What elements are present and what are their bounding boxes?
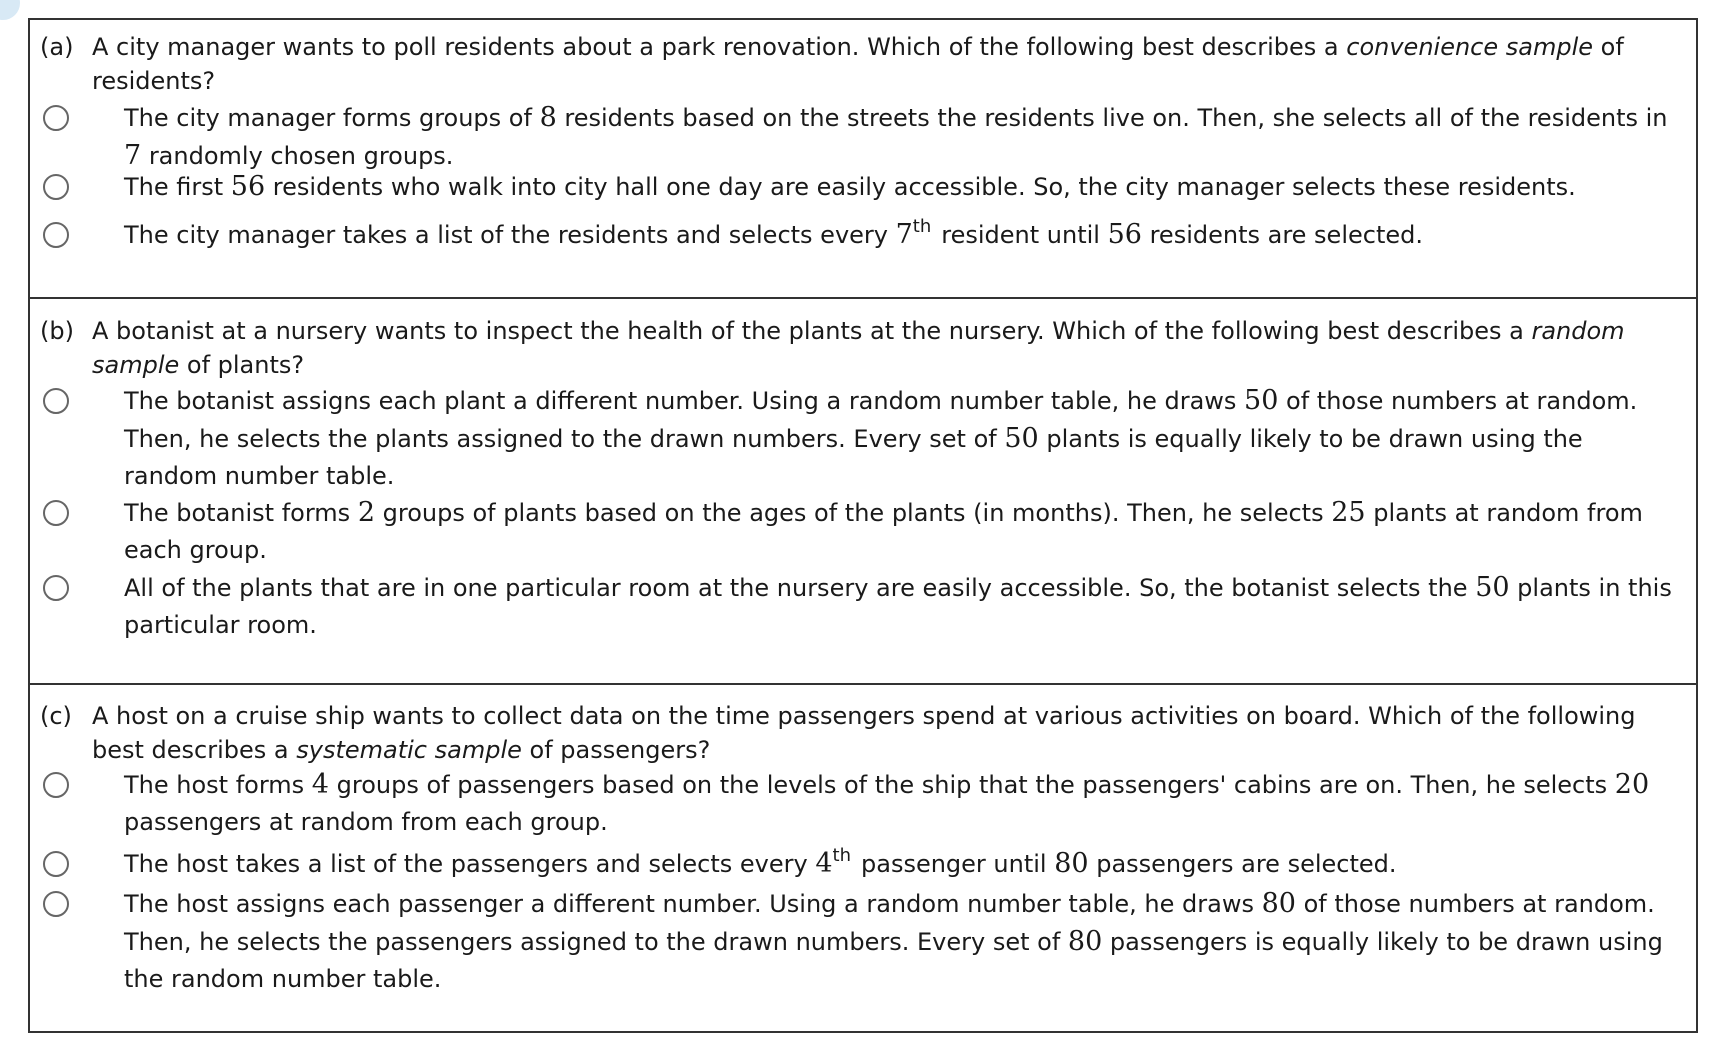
question-b-option-3[interactable] (30, 569, 1682, 644)
question-c-letter: (c) (40, 702, 72, 730)
question-a-prompt (40, 30, 1676, 98)
question-a-text-end: of residents? (92, 33, 1624, 95)
question-b-prompt (40, 314, 1676, 382)
question-a-letter: (a) (40, 33, 74, 61)
question-a-option-3[interactable] (30, 216, 1682, 254)
radio-button-c3[interactable] (43, 891, 69, 917)
question-b-text: A botanist at a nursery wants to inspect the health of the plants at the nursery. Which of the following best describes a (92, 317, 1532, 345)
quiz-container (28, 18, 1698, 1033)
question-b (30, 297, 1696, 685)
radio-button-a2[interactable] (43, 174, 69, 200)
question-a-emphasis: convenience sample (1346, 33, 1594, 61)
option-a1-text: The city manager forms groups of 8 residents based on the streets the residents live on. Then, she selects all of the residents in 7 randomly chosen groups. (124, 102, 1668, 171)
question-c (30, 683, 1696, 1035)
option-b2-text: The botanist forms 2 groups of plants based on the ages of the plants (in months). Then, he selects 25 plants at random from each group. (124, 497, 1643, 564)
radio-button-a1[interactable] (43, 105, 69, 131)
question-b-text-end: of plants? (179, 351, 305, 379)
option-a3-text: The city manager takes a list of the residents and selects every 7th resident until 56 residents are selected. (124, 216, 1423, 250)
question-c-emphasis: systematic sample (296, 736, 522, 764)
question-a-text: A city manager wants to poll residents about a park renovation. Which of the following best describes a (92, 33, 1347, 61)
question-c-option-3[interactable] (30, 885, 1682, 998)
question-c-option-2[interactable] (30, 845, 1682, 883)
question-a-option-1[interactable] (30, 99, 1682, 175)
option-b3-text: All of the plants that are in one particular room at the nursery are easily accessible. So, the botanist selects the 50 plants in this particular room. (124, 572, 1672, 639)
question-c-text-end: of passengers? (521, 736, 711, 764)
question-b-option-2[interactable] (30, 494, 1682, 569)
option-b1-text: The botanist assigns each plant a different number. Using a random number table, he draws 50 of those numbers at random. Then, he selects the plants assigned to the drawn numbers. Every set of 50 plants is equally likely to be drawn using the random number table. (124, 385, 1638, 490)
radio-button-b3[interactable] (43, 575, 69, 601)
question-b-option-1[interactable] (30, 382, 1682, 495)
option-c1-text: The host forms 4 groups of passengers based on the levels of the ship that the passengers' cabins are on. Then, he selects 20 passengers at random from each group. (124, 769, 1650, 836)
radio-button-b2[interactable] (43, 500, 69, 526)
question-c-prompt (40, 699, 1676, 767)
question-b-emphasis: random sample (92, 317, 1625, 379)
question-c-text: A host on a cruise ship wants to collect data on the time passengers spend at various activities on board. Which of the following best describes a (92, 702, 1636, 764)
question-a (30, 20, 1696, 297)
option-c2-text: The host takes a list of the passengers and selects every 4th passenger until 80 passengers are selected. (124, 845, 1397, 879)
option-a2-text: The first 56 residents who walk into city hall one day are easily accessible. So, the city manager selects these residents. (124, 171, 1576, 202)
question-a-option-2[interactable] (30, 168, 1682, 206)
radio-button-b1[interactable] (43, 388, 69, 414)
option-c3-text: The host assigns each passenger a different number. Using a random number table, he draws 80 of those numbers at random. Then, he selects the passengers assigned to the drawn numbers. Every set of 80 passengers is equally likely to be drawn using the random number table. (124, 888, 1663, 993)
corner-decoration (0, 0, 20, 20)
radio-button-a3[interactable] (43, 222, 69, 248)
radio-button-c1[interactable] (43, 772, 69, 798)
question-b-letter: (b) (40, 317, 74, 345)
radio-button-c2[interactable] (43, 851, 69, 877)
question-c-option-1[interactable] (30, 766, 1682, 841)
